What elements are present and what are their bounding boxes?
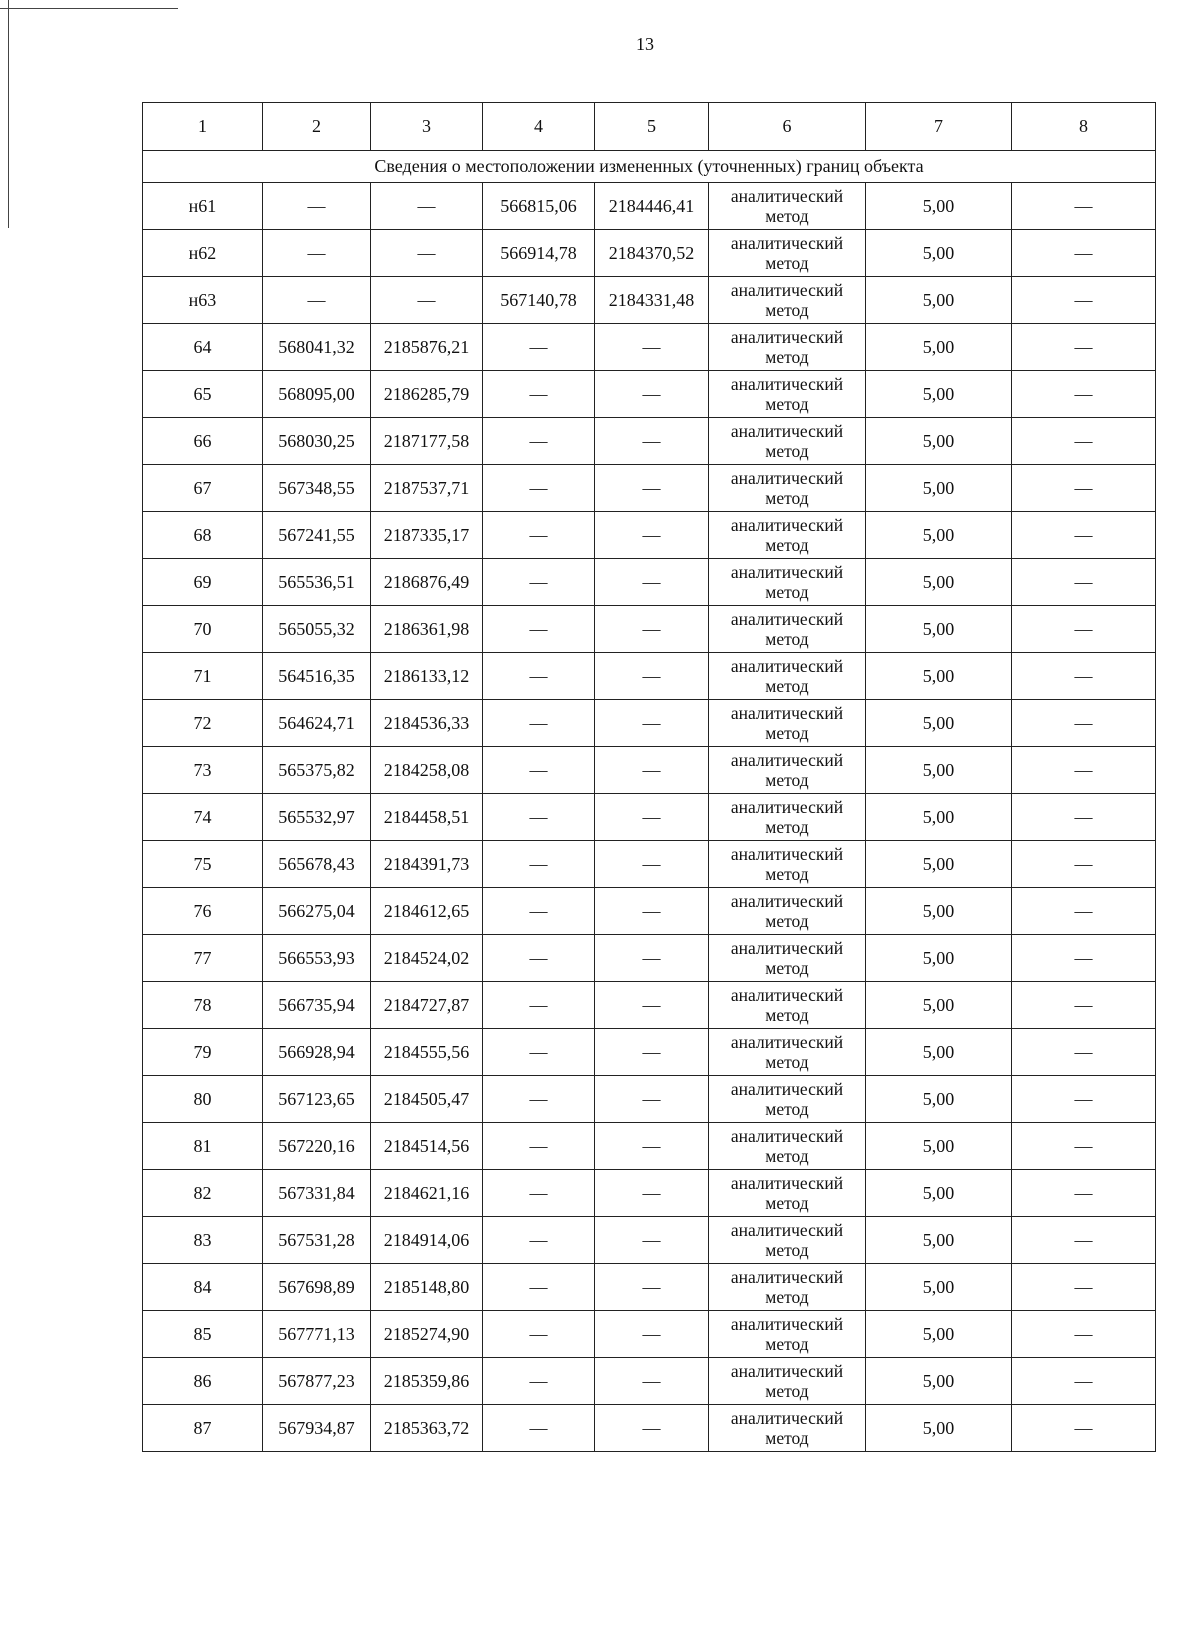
cell-col-3: 2185359,86 xyxy=(371,1358,483,1405)
cell-col-7: 5,00 xyxy=(866,794,1012,841)
cell-col-4: — xyxy=(483,1217,595,1264)
cell-col-2: 567934,87 xyxy=(263,1405,371,1452)
cell-col-8: — xyxy=(1012,465,1156,512)
cell-col-3: — xyxy=(371,183,483,230)
cell-col-1: 84 xyxy=(143,1264,263,1311)
cell-col-8: — xyxy=(1012,559,1156,606)
cell-col-6: аналитический метод xyxy=(709,183,866,230)
cell-col-7: 5,00 xyxy=(866,277,1012,324)
section-title: Сведения о местоположении измененных (уточненных) границ объекта xyxy=(143,151,1156,183)
cell-col-6: аналитический метод xyxy=(709,606,866,653)
cell-col-1: 77 xyxy=(143,935,263,982)
cell-col-5: — xyxy=(595,465,709,512)
cell-col-2: 568095,00 xyxy=(263,371,371,418)
table-row xyxy=(143,982,1156,1029)
cell-col-6: аналитический метод xyxy=(709,1029,866,1076)
cell-col-2: 567241,55 xyxy=(263,512,371,559)
cell-col-8: — xyxy=(1012,371,1156,418)
cell-col-3: 2185876,21 xyxy=(371,324,483,371)
col-header-6: 6 xyxy=(709,103,866,151)
table-row xyxy=(143,888,1156,935)
cell-col-6: аналитический метод xyxy=(709,371,866,418)
cell-col-3: 2184536,33 xyxy=(371,700,483,747)
cell-col-2: 566275,04 xyxy=(263,888,371,935)
cell-col-8: — xyxy=(1012,700,1156,747)
cell-col-1: 64 xyxy=(143,324,263,371)
cell-col-6: аналитический метод xyxy=(709,935,866,982)
cell-col-6: аналитический метод xyxy=(709,841,866,888)
cell-col-8: — xyxy=(1012,324,1156,371)
cell-col-8: — xyxy=(1012,277,1156,324)
cell-col-4: 567140,78 xyxy=(483,277,595,324)
table-row xyxy=(143,935,1156,982)
cell-col-6: аналитический метод xyxy=(709,1123,866,1170)
cell-col-1: 69 xyxy=(143,559,263,606)
cell-col-5: — xyxy=(595,888,709,935)
cell-col-4: — xyxy=(483,888,595,935)
cell-col-1: 66 xyxy=(143,418,263,465)
cell-col-1: 75 xyxy=(143,841,263,888)
table-row xyxy=(143,230,1156,277)
table-row xyxy=(143,1029,1156,1076)
cell-col-6: аналитический метод xyxy=(709,1170,866,1217)
cell-col-2: 564516,35 xyxy=(263,653,371,700)
cell-col-3: 2185363,72 xyxy=(371,1405,483,1452)
cell-col-3: 2184914,06 xyxy=(371,1217,483,1264)
table-row xyxy=(143,1170,1156,1217)
cell-col-8: — xyxy=(1012,1358,1156,1405)
cell-col-3: 2186285,79 xyxy=(371,371,483,418)
cell-col-6: аналитический метод xyxy=(709,277,866,324)
cell-col-1: 78 xyxy=(143,982,263,1029)
col-header-7: 7 xyxy=(866,103,1012,151)
table-row xyxy=(143,512,1156,559)
cell-col-3: 2184555,56 xyxy=(371,1029,483,1076)
cell-col-4: — xyxy=(483,841,595,888)
cell-col-6: аналитический метод xyxy=(709,700,866,747)
cell-col-2: 565055,32 xyxy=(263,606,371,653)
cell-col-6: аналитический метод xyxy=(709,465,866,512)
table-row xyxy=(143,1358,1156,1405)
cell-col-8: — xyxy=(1012,512,1156,559)
cell-col-5: — xyxy=(595,794,709,841)
table-row xyxy=(143,1076,1156,1123)
cell-col-2: 568041,32 xyxy=(263,324,371,371)
table-row xyxy=(143,1405,1156,1452)
cell-col-4: — xyxy=(483,418,595,465)
cell-col-3: 2187335,17 xyxy=(371,512,483,559)
table-row xyxy=(143,1264,1156,1311)
cell-col-1: 68 xyxy=(143,512,263,559)
cell-col-1: 73 xyxy=(143,747,263,794)
cell-col-1: 87 xyxy=(143,1405,263,1452)
cell-col-2: 567698,89 xyxy=(263,1264,371,1311)
cell-col-2: — xyxy=(263,277,371,324)
col-header-8: 8 xyxy=(1012,103,1156,151)
cell-col-7: 5,00 xyxy=(866,1170,1012,1217)
cell-col-8: — xyxy=(1012,606,1156,653)
cell-col-5: — xyxy=(595,606,709,653)
col-header-4: 4 xyxy=(483,103,595,151)
table-row xyxy=(143,841,1156,888)
cell-col-4: — xyxy=(483,606,595,653)
cell-col-4: — xyxy=(483,1170,595,1217)
cell-col-8: — xyxy=(1012,1217,1156,1264)
cell-col-4: — xyxy=(483,747,595,794)
cell-col-7: 5,00 xyxy=(866,841,1012,888)
table-row xyxy=(143,183,1156,230)
cell-col-6: аналитический метод xyxy=(709,230,866,277)
cell-col-2: 565375,82 xyxy=(263,747,371,794)
cell-col-4: — xyxy=(483,1076,595,1123)
cell-col-6: аналитический метод xyxy=(709,418,866,465)
cell-col-7: 5,00 xyxy=(866,700,1012,747)
cell-col-2: 565678,43 xyxy=(263,841,371,888)
cell-col-2: 566553,93 xyxy=(263,935,371,982)
cell-col-5: — xyxy=(595,324,709,371)
cell-col-5: — xyxy=(595,1123,709,1170)
cell-col-7: 5,00 xyxy=(866,1123,1012,1170)
cell-col-3: 2185148,80 xyxy=(371,1264,483,1311)
cell-col-2: — xyxy=(263,230,371,277)
cell-col-2: 565532,97 xyxy=(263,794,371,841)
cell-col-5: — xyxy=(595,1264,709,1311)
cell-col-5: — xyxy=(595,841,709,888)
cell-col-6: аналитический метод xyxy=(709,888,866,935)
cell-col-5: 2184446,41 xyxy=(595,183,709,230)
cell-col-6: аналитический метод xyxy=(709,1076,866,1123)
cell-col-8: — xyxy=(1012,230,1156,277)
cell-col-2: 566928,94 xyxy=(263,1029,371,1076)
header-row xyxy=(143,103,1156,151)
cell-col-7: 5,00 xyxy=(866,230,1012,277)
cell-col-7: 5,00 xyxy=(866,183,1012,230)
cell-col-8: — xyxy=(1012,841,1156,888)
cell-col-8: — xyxy=(1012,1029,1156,1076)
table-row xyxy=(143,1311,1156,1358)
cell-col-1: 79 xyxy=(143,1029,263,1076)
cell-col-8: — xyxy=(1012,183,1156,230)
cell-col-6: аналитический метод xyxy=(709,559,866,606)
cell-col-5: — xyxy=(595,1405,709,1452)
cell-col-1: 65 xyxy=(143,371,263,418)
cell-col-1: 83 xyxy=(143,1217,263,1264)
section-row xyxy=(143,151,1156,183)
cell-col-1: 67 xyxy=(143,465,263,512)
cell-col-6: аналитический метод xyxy=(709,1311,866,1358)
cell-col-6: аналитический метод xyxy=(709,324,866,371)
cell-col-3: 2187177,58 xyxy=(371,418,483,465)
cell-col-2: — xyxy=(263,183,371,230)
cell-col-7: 5,00 xyxy=(866,371,1012,418)
cell-col-1: 72 xyxy=(143,700,263,747)
col-header-3: 3 xyxy=(371,103,483,151)
cell-col-5: — xyxy=(595,700,709,747)
cell-col-8: — xyxy=(1012,653,1156,700)
cell-col-7: 5,00 xyxy=(866,512,1012,559)
cell-col-7: 5,00 xyxy=(866,606,1012,653)
table-row xyxy=(143,418,1156,465)
cell-col-5: — xyxy=(595,1311,709,1358)
scan-edge-top xyxy=(0,0,178,9)
cell-col-3: 2184621,16 xyxy=(371,1170,483,1217)
cell-col-5: — xyxy=(595,1029,709,1076)
cell-col-7: 5,00 xyxy=(866,653,1012,700)
cell-col-3: 2186876,49 xyxy=(371,559,483,606)
cell-col-4: — xyxy=(483,324,595,371)
cell-col-1: н63 xyxy=(143,277,263,324)
cell-col-1: 85 xyxy=(143,1311,263,1358)
cell-col-7: 5,00 xyxy=(866,559,1012,606)
cell-col-3: 2184505,47 xyxy=(371,1076,483,1123)
cell-col-6: аналитический метод xyxy=(709,982,866,1029)
cell-col-1: н62 xyxy=(143,230,263,277)
cell-col-1: 71 xyxy=(143,653,263,700)
table-row xyxy=(143,794,1156,841)
cell-col-5: — xyxy=(595,1358,709,1405)
cell-col-5: — xyxy=(595,935,709,982)
cell-col-2: 567877,23 xyxy=(263,1358,371,1405)
cell-col-3: 2187537,71 xyxy=(371,465,483,512)
cell-col-3: 2184727,87 xyxy=(371,982,483,1029)
cell-col-4: 566914,78 xyxy=(483,230,595,277)
table-row xyxy=(143,700,1156,747)
cell-col-4: — xyxy=(483,1029,595,1076)
cell-col-4: 566815,06 xyxy=(483,183,595,230)
cell-col-6: аналитический метод xyxy=(709,794,866,841)
cell-col-1: 80 xyxy=(143,1076,263,1123)
cell-col-2: 566735,94 xyxy=(263,982,371,1029)
cell-col-8: — xyxy=(1012,1170,1156,1217)
cell-col-4: — xyxy=(483,1405,595,1452)
cell-col-4: — xyxy=(483,512,595,559)
cell-col-3: 2184612,65 xyxy=(371,888,483,935)
cell-col-5: 2184370,52 xyxy=(595,230,709,277)
cell-col-8: — xyxy=(1012,794,1156,841)
cell-col-1: 70 xyxy=(143,606,263,653)
col-header-1: 1 xyxy=(143,103,263,151)
cell-col-7: 5,00 xyxy=(866,418,1012,465)
cell-col-8: — xyxy=(1012,418,1156,465)
cell-col-2: 564624,71 xyxy=(263,700,371,747)
page-number: 13 xyxy=(636,34,654,54)
cell-col-8: — xyxy=(1012,935,1156,982)
cell-col-7: 5,00 xyxy=(866,888,1012,935)
cell-col-3: 2184514,56 xyxy=(371,1123,483,1170)
cell-col-8: — xyxy=(1012,982,1156,1029)
cell-col-7: 5,00 xyxy=(866,1264,1012,1311)
coordinates-table xyxy=(142,102,1156,1452)
cell-col-8: — xyxy=(1012,1405,1156,1452)
cell-col-4: — xyxy=(483,700,595,747)
table-row xyxy=(143,747,1156,794)
cell-col-4: — xyxy=(483,1311,595,1358)
cell-col-5: — xyxy=(595,418,709,465)
cell-col-8: — xyxy=(1012,1264,1156,1311)
cell-col-4: — xyxy=(483,1264,595,1311)
cell-col-4: — xyxy=(483,465,595,512)
cell-col-7: 5,00 xyxy=(866,747,1012,794)
cell-col-4: — xyxy=(483,1123,595,1170)
table-row xyxy=(143,1123,1156,1170)
cell-col-5: — xyxy=(595,559,709,606)
table-row xyxy=(143,559,1156,606)
cell-col-3: 2184258,08 xyxy=(371,747,483,794)
cell-col-4: — xyxy=(483,794,595,841)
cell-col-2: 567123,65 xyxy=(263,1076,371,1123)
cell-col-4: — xyxy=(483,935,595,982)
table-row xyxy=(143,1217,1156,1264)
cell-col-5: — xyxy=(595,747,709,794)
cell-col-2: 567331,84 xyxy=(263,1170,371,1217)
table-row xyxy=(143,371,1156,418)
cell-col-5: — xyxy=(595,1217,709,1264)
cell-col-7: 5,00 xyxy=(866,1405,1012,1452)
cell-col-5: — xyxy=(595,982,709,1029)
cell-col-4: — xyxy=(483,653,595,700)
cell-col-2: 567220,16 xyxy=(263,1123,371,1170)
cell-col-8: — xyxy=(1012,747,1156,794)
cell-col-3: 2186133,12 xyxy=(371,653,483,700)
cell-col-2: 565536,51 xyxy=(263,559,371,606)
cell-col-3: — xyxy=(371,277,483,324)
cell-col-3: 2184391,73 xyxy=(371,841,483,888)
cell-col-1: н61 xyxy=(143,183,263,230)
cell-col-8: — xyxy=(1012,888,1156,935)
cell-col-4: — xyxy=(483,982,595,1029)
cell-col-7: 5,00 xyxy=(866,982,1012,1029)
cell-col-5: — xyxy=(595,1170,709,1217)
cell-col-7: 5,00 xyxy=(866,1217,1012,1264)
cell-col-7: 5,00 xyxy=(866,1029,1012,1076)
table-row xyxy=(143,606,1156,653)
cell-col-1: 76 xyxy=(143,888,263,935)
cell-col-2: 568030,25 xyxy=(263,418,371,465)
cell-col-6: аналитический метод xyxy=(709,1264,866,1311)
cell-col-6: аналитический метод xyxy=(709,653,866,700)
cell-col-3: 2184524,02 xyxy=(371,935,483,982)
cell-col-5: — xyxy=(595,371,709,418)
cell-col-5: — xyxy=(595,653,709,700)
cell-col-2: 567531,28 xyxy=(263,1217,371,1264)
cell-col-7: 5,00 xyxy=(866,1076,1012,1123)
cell-col-6: аналитический метод xyxy=(709,512,866,559)
cell-col-4: — xyxy=(483,371,595,418)
cell-col-3: 2184458,51 xyxy=(371,794,483,841)
cell-col-7: 5,00 xyxy=(866,465,1012,512)
cell-col-2: 567348,55 xyxy=(263,465,371,512)
cell-col-7: 5,00 xyxy=(866,1311,1012,1358)
table-row xyxy=(143,465,1156,512)
cell-col-4: — xyxy=(483,559,595,606)
cell-col-1: 74 xyxy=(143,794,263,841)
cell-col-7: 5,00 xyxy=(866,1358,1012,1405)
cell-col-6: аналитический метод xyxy=(709,1358,866,1405)
cell-col-3: — xyxy=(371,230,483,277)
cell-col-4: — xyxy=(483,1358,595,1405)
cell-col-7: 5,00 xyxy=(866,324,1012,371)
col-header-5: 5 xyxy=(595,103,709,151)
cell-col-8: — xyxy=(1012,1123,1156,1170)
cell-col-3: 2185274,90 xyxy=(371,1311,483,1358)
cell-col-6: аналитический метод xyxy=(709,747,866,794)
cell-col-8: — xyxy=(1012,1076,1156,1123)
cell-col-6: аналитический метод xyxy=(709,1405,866,1452)
cell-col-1: 82 xyxy=(143,1170,263,1217)
cell-col-2: 567771,13 xyxy=(263,1311,371,1358)
cell-col-1: 81 xyxy=(143,1123,263,1170)
cell-col-5: — xyxy=(595,512,709,559)
cell-col-8: — xyxy=(1012,1311,1156,1358)
col-header-2: 2 xyxy=(263,103,371,151)
cell-col-3: 2186361,98 xyxy=(371,606,483,653)
cell-col-6: аналитический метод xyxy=(709,1217,866,1264)
cell-col-5: 2184331,48 xyxy=(595,277,709,324)
cell-col-7: 5,00 xyxy=(866,935,1012,982)
table-row xyxy=(143,277,1156,324)
cell-col-1: 86 xyxy=(143,1358,263,1405)
cell-col-5: — xyxy=(595,1076,709,1123)
table-row xyxy=(143,653,1156,700)
table-row xyxy=(143,324,1156,371)
